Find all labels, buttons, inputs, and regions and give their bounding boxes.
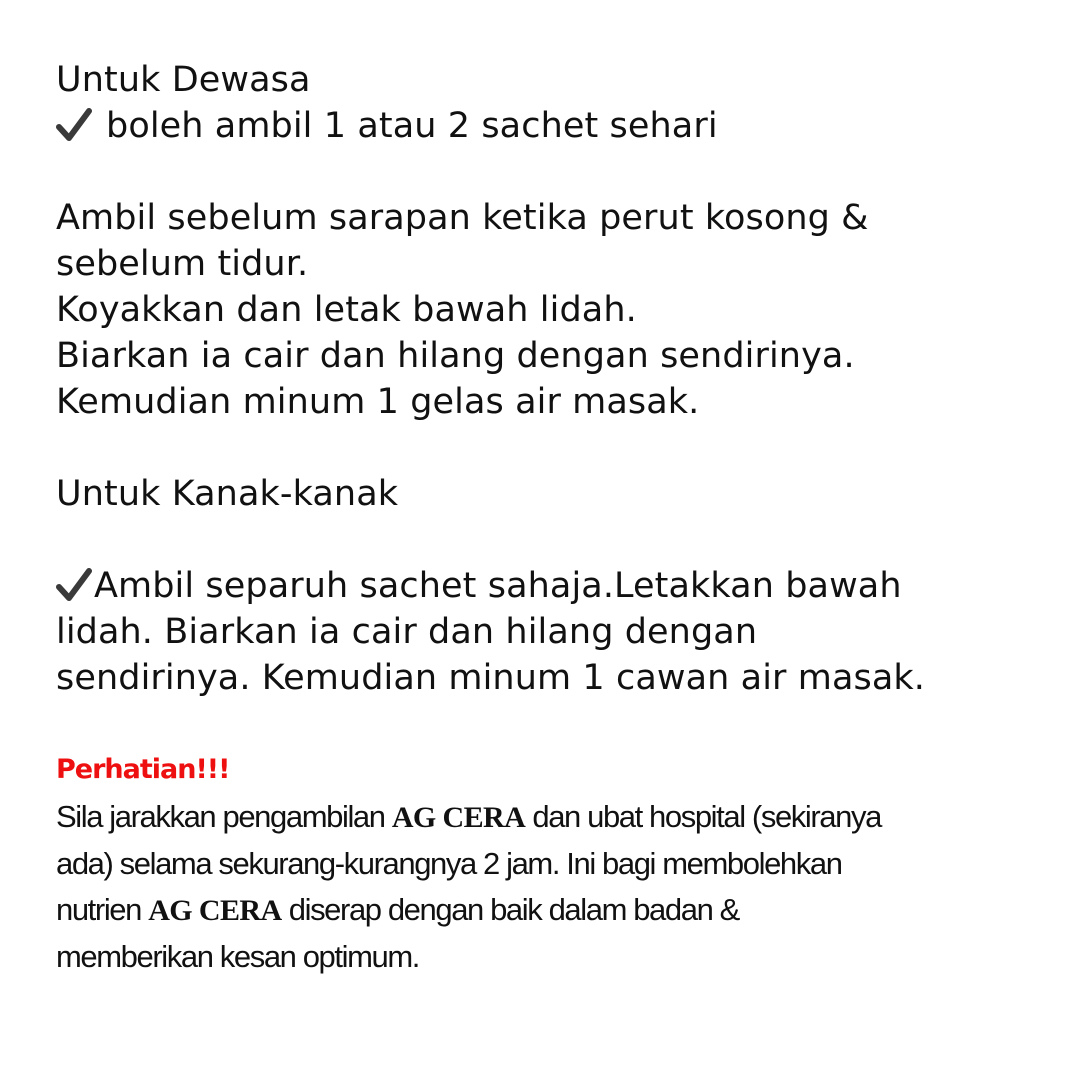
adult-instruction-line: Kemudian minum 1 gelas air masak. (56, 382, 700, 422)
adult-dose-line (56, 103, 718, 149)
notice-text: dan ubat hospital (sekiranya (532, 799, 881, 834)
notice-line (56, 794, 1066, 841)
notice-line: memberikan kesan optimum. (56, 939, 419, 974)
adult-dose-text: boleh ambil 1 atau 2 sachet sehari (106, 106, 718, 146)
adult-instruction-line: sebelum tidur. (56, 244, 309, 284)
child-instruction-line: lidah. Biarkan ia cair dan hilang dengan (56, 612, 758, 652)
notice-text: nutrien (56, 892, 141, 927)
adult-heading: Untuk Dewasa (56, 60, 311, 100)
check-mark-icon (56, 107, 92, 141)
notice-line (56, 887, 1066, 934)
adult-instruction-line: Ambil sebelum sarapan ketika perut kosong & (56, 198, 869, 238)
child-instruction-text: Ambil separuh sachet sahaja.Letakkan bawah (94, 566, 902, 606)
brand-name: AG CERA (148, 894, 282, 927)
child-instruction-line: sendirinya. Kemudian minum 1 cawan air masak. (56, 658, 925, 698)
check-mark-icon (56, 567, 92, 601)
adult-instruction-line: Koyakkan dan letak bawah lidah. (56, 290, 637, 330)
brand-name: AG CERA (391, 801, 526, 834)
notice-line: ada) selama sekurang-kurangnya 2 jam. Ini bagi membolehkan (56, 846, 842, 881)
notice-body (56, 794, 1066, 980)
child-heading: Untuk Kanak-kanak (56, 474, 399, 514)
notice-text: diserap dengan baik dalam badan & (288, 892, 739, 927)
child-instruction-line (56, 563, 902, 609)
notice-title: Perhatian!!! (56, 754, 230, 785)
notice-text: Sila jarakkan pengambilan (56, 799, 385, 834)
adult-instruction-line: Biarkan ia cair dan hilang dengan sendirinya. (56, 336, 855, 376)
